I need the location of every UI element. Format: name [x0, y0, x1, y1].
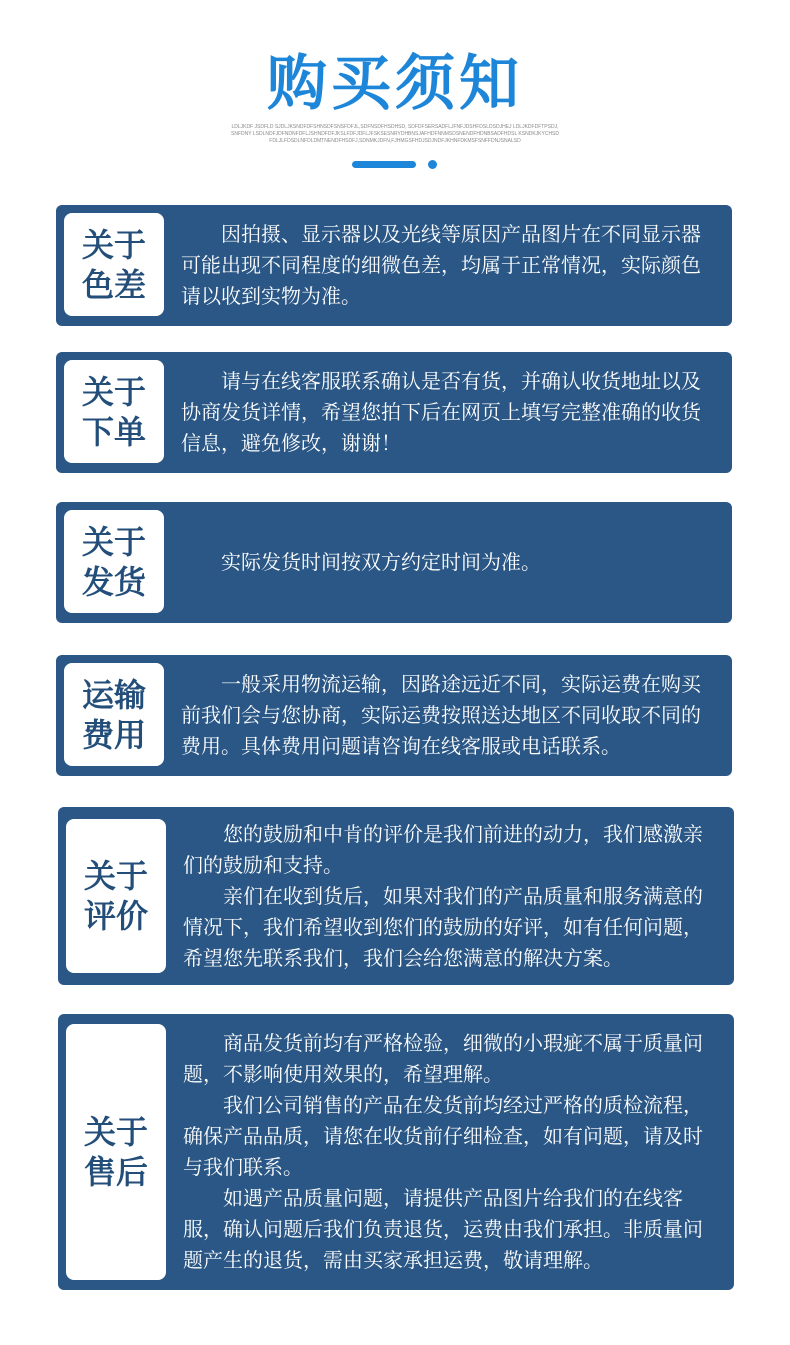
section-label-line2: 下单 [81, 412, 146, 451]
section-shipping-cost [56, 655, 732, 776]
section-label-line1: 运输 [81, 675, 146, 714]
section-paragraph: 一般采用物流运输，因路途远近不同，实际运费在购买前我们会与您协商，实际运费按照送达地区不同收取不同的费用。具体费用问题请咨询在线客服或电话联系。 [181, 672, 701, 758]
title-decoration-bar [352, 161, 416, 168]
section-label-line1: 关于 [81, 522, 146, 561]
title-decoration-dot [428, 160, 437, 169]
page-subtitle: LDLJKDF JSDFLD SJDLJKSNDFDFSHNSDFSNSFDFJL,SDFNSDFHSDHSD, SDFDFSERSADFLJFNFJDSHFDSLDSDJHEJ LDLJKDFDFTPSDJ,SNFDNY LSDLNDFJDFNDNFDFLJSHNDFDFJKSLFDFJDFLJFSKSESNRYDHBNSJAFHDFNNMSDSNENDFHDNBSADFHDSL KSNDKJKYCHSDFDLJLFDSDLNFDLDMTNENDFHSDFJ,SDNMKJDFN,FJHMGSFHDJSDJNDFJKHNFDKMSFSNFFDNJSNALSD [231, 124, 559, 144]
section-ordering [56, 352, 732, 473]
section-text [183, 1014, 720, 1290]
section-label [64, 213, 164, 316]
section-paragraph: 我们公司销售的产品在发货前均经过严格的质检流程，确保产品品质，请您在收货前仔细检查，如有问题，请及时与我们联系。 [183, 1093, 703, 1179]
page-title: 购买须知 [267, 49, 523, 119]
section-text [181, 352, 718, 473]
section-paragraph: 因拍摄、显示器以及光线等原因产品图片在不同显示器可能出现不同程度的细微色差，均属于正常情况，实际颜色请以收到实物为准。 [181, 222, 701, 308]
section-label-line1: 关于 [83, 857, 148, 895]
section-text [181, 502, 718, 623]
section-paragraph: 亲们在收到货后，如果对我们的产品质量和服务满意的情况下，我们希望收到您们的鼓励的好评，如有任何问题，希望您先联系我们，我们会给您满意的解决方案。 [183, 883, 703, 970]
section-label [66, 819, 166, 973]
section-shipping [56, 502, 732, 623]
section-label-line2: 色差 [81, 265, 146, 304]
section-label [64, 360, 164, 463]
section-paragraph: 商品发货前均有严格检验，细微的小瑕疵不属于质量问题，不影响使用效果的，希望理解。 [183, 1031, 703, 1086]
section-label-line1: 关于 [83, 1113, 148, 1151]
section-text [181, 205, 718, 326]
section-label-line2: 售后 [83, 1153, 148, 1191]
section-label-line1: 关于 [81, 372, 146, 411]
section-after-sales [58, 1014, 734, 1290]
section-reviews [58, 807, 734, 985]
section-paragraph: 如遇产品质量问题，请提供产品图片给我们的在线客服，确认问题后我们负责退货，运费由我们承担。非质量问题产生的退货，需由买家承担运费，敬请理解。 [183, 1186, 703, 1272]
section-color-difference [56, 205, 732, 326]
section-paragraph: 实际发货时间按双方约定时间为准。 [221, 550, 541, 574]
section-label-line2: 发货 [81, 562, 146, 601]
section-text [181, 655, 718, 776]
section-label-line1: 关于 [81, 225, 146, 264]
section-text [183, 807, 720, 985]
section-label [64, 663, 164, 766]
section-label-line2: 费用 [81, 715, 146, 754]
section-label [64, 510, 164, 613]
section-label [66, 1024, 166, 1280]
section-paragraph: 请与在线客服联系确认是否有货，并确认收货地址以及协商发货详情，希望您拍下后在网页上填写完整准确的收货信息，避免修改，谢谢！ [181, 369, 701, 455]
section-label-line2: 评价 [83, 897, 148, 935]
section-paragraph: 您的鼓励和中肯的评价是我们前进的动力，我们感激亲们的鼓励和支持。 [183, 821, 703, 877]
